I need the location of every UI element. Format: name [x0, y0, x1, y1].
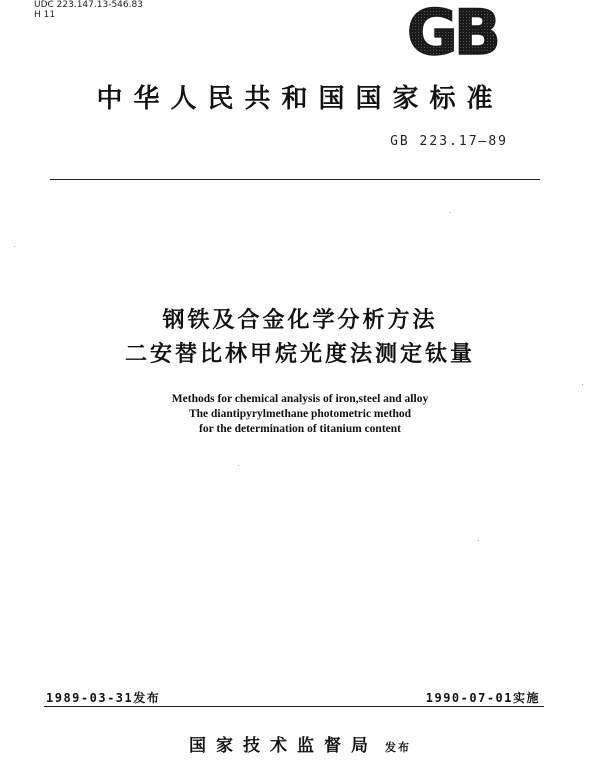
ccs-code: H 11 — [34, 10, 56, 20]
issuer-suffix: 发布 — [385, 741, 412, 754]
scan-speck — [14, 246, 15, 247]
title-zh-line1: 钢铁及合金化学分析方法 — [162, 308, 438, 333]
title-en-line2: The diantipyrylmethane photometric method — [188, 408, 411, 420]
top-divider — [50, 179, 540, 180]
title-en-line3: for the determination of titanium content — [199, 423, 401, 435]
implementation-date: 1990-07-01实施 — [425, 691, 540, 705]
issuer-line — [0, 731, 600, 756]
gb-logo-mark — [396, 4, 508, 60]
standard-code: GB 223.17—89 — [390, 134, 508, 149]
title-en-line1: Methods for chemical analysis of iron,steel and alloy — [171, 393, 429, 405]
scan-speck — [238, 465, 239, 466]
gb-logo — [396, 4, 508, 60]
standard-name: 中华人民共和国国家标准 — [96, 84, 504, 114]
issue-date: 1989-03-31发布 — [46, 691, 161, 705]
title-zh-line2: 二安替比林甲烷光度法测定钛量 — [124, 342, 475, 367]
scan-speck — [478, 540, 479, 541]
gb-logo-text: GB — [406, 4, 498, 60]
udc-code: UDC 223.147.13-546.83 — [34, 0, 143, 10]
scan-speck — [450, 212, 451, 213]
bottom-divider — [44, 706, 544, 707]
classification-codes — [34, 0, 143, 20]
scan-speck — [582, 384, 583, 385]
issuer-name: 国家技术监督局 — [188, 736, 378, 756]
